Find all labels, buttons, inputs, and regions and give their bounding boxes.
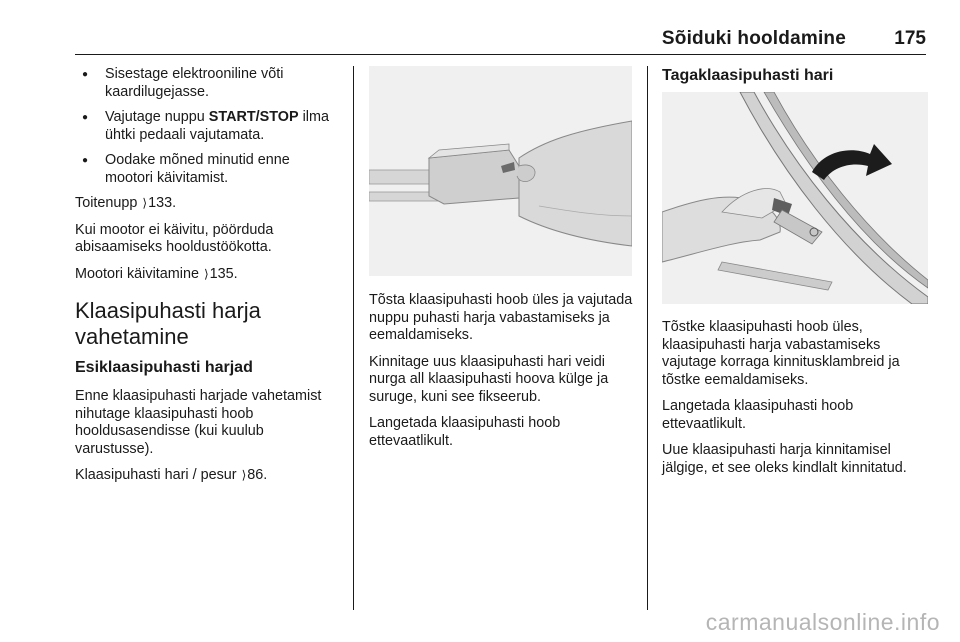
paragraph: Tõstke klaasipuhasti hoob üles, klaasipuhasti harja vabastamiseks vajutage korraga kinnitusklambreid ja tõstke eemaldamiseks. — [662, 319, 900, 388]
paragraph: Kui mootor ei käivitu, pöörduda abisaamiseks hooldustöökotta. — [75, 221, 274, 255]
start-stop-label: START/STOP — [208, 109, 299, 125]
paragraph: Kinnitage uus klaasipuhasti hari veidi nurga all klaasipuhasti hoova külge ja suruge, kuni see fikseerub. — [369, 353, 609, 405]
subsection-title: Tagaklaasipuhasti hari — [662, 67, 834, 84]
list-item: ● Vajutage nuppu START/STOP ilma ühtki pedaali vajutamata. — [75, 109, 340, 144]
column-divider-1 — [353, 66, 354, 610]
bullet-list — [75, 66, 340, 187]
xref-arrow-icon: ⟩ — [203, 266, 209, 281]
column-middle — [369, 66, 635, 459]
cross-reference[interactable]: Klaasipuhasti hari / pesur ⟩86. — [75, 467, 268, 483]
subsection-title: Esiklaasipuhasti harjad — [75, 359, 253, 376]
front-wiper-illustration — [369, 66, 632, 276]
xref-arrow-icon: ⟩ — [241, 468, 247, 482]
paragraph: Tõsta klaasipuhasti hoob üles ja vajutada nuppu puhasti harja vabastamiseks ja eemaldamiseks. — [369, 292, 633, 343]
paragraph: Langetada klaasipuhasti hoob ettevaatlikult. — [662, 398, 854, 432]
list-item: ● Sisestage elektrooniline võti kaardilugejasse. — [75, 66, 340, 101]
cross-reference[interactable]: Toitenupp ⟩133. — [75, 195, 177, 211]
watermark: carmanualsonline.info — [705, 609, 940, 635]
page-header — [75, 28, 926, 55]
column-right — [662, 66, 928, 486]
rear-wiper-illustration — [662, 92, 928, 304]
chapter-title: Sõiduki hooldamine — [661, 28, 846, 49]
cross-reference[interactable]: Mootori käivitamine ⟩135. — [75, 265, 238, 282]
list-item: ● Oodake mõned minutid enne mootori käivitamist. — [75, 152, 340, 187]
section-title: Klaasipuhasti harja vahetamine — [75, 298, 261, 349]
xref-arrow-icon: ⟩ — [142, 196, 148, 210]
column-divider-2 — [647, 66, 648, 610]
paragraph: Uue klaasipuhasti harja kinnitamisel jälgige, et see oleks kindlalt kinnitatud. — [662, 442, 907, 476]
column-left — [75, 66, 340, 494]
paragraph: Enne klaasipuhasti harjade vahetamist nihutage klaasipuhasti hoob hooldusasendisse (kui kuulub varustusse). — [75, 388, 322, 457]
page-number: 175 — [894, 28, 926, 49]
paragraph: Langetada klaasipuhasti hoob ettevaatlikult. — [369, 415, 561, 449]
